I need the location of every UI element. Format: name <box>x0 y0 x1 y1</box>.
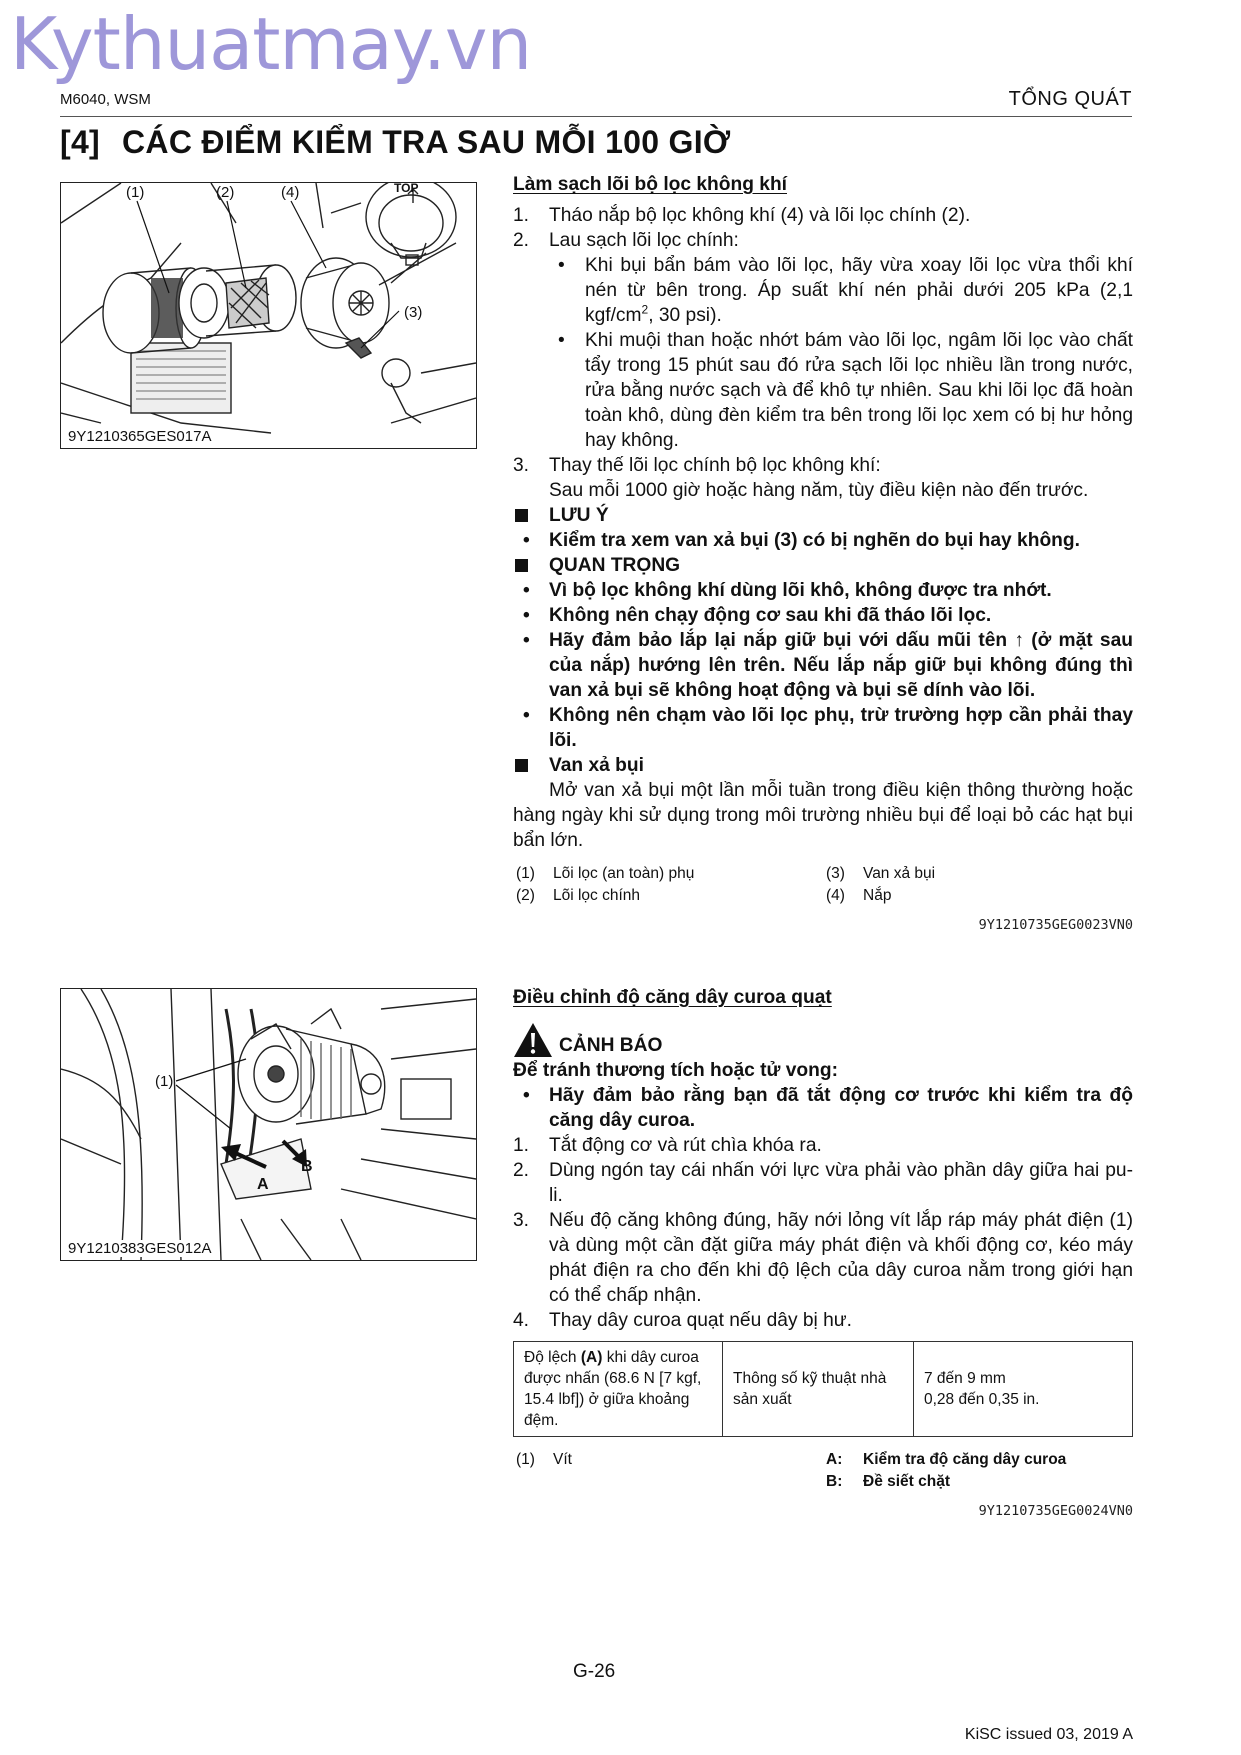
step: 1. Tắt động cơ và rút chìa khóa ra. <box>513 1135 822 1156</box>
legend-item: (2) Lõi lọc chính <box>516 887 641 904</box>
callout-b: B <box>301 1158 313 1175</box>
legend-item: (1) Lõi lọc (an toàn) phụ <box>516 865 695 882</box>
fan-belt-illustration <box>61 989 476 1260</box>
legend-item <box>513 1471 823 1493</box>
leader-lines <box>176 1059 246 1129</box>
watermark: Kythuatmay.vn <box>10 2 532 86</box>
callout-a: A <box>257 1176 269 1193</box>
warning-item: • Hãy đảm bảo rằng bạn đã tắt động cơ trước khi kiểm tra độ căng dây curoa. <box>513 1083 1133 1133</box>
top-label: TOP <box>394 183 419 195</box>
step: 1. Tháo nắp bộ lọc không khí (4) và lõi lọc chính (2). <box>513 205 971 226</box>
callout-2: (2) <box>216 184 235 201</box>
air-cleaner-illustration <box>61 183 476 448</box>
figure-code: 9Y1210383GES012A <box>68 1240 212 1257</box>
callout-1: (1) <box>155 1073 174 1090</box>
figure-legend <box>513 1449 1133 1493</box>
chapter-title: TỔNG QUÁT <box>1008 88 1132 110</box>
important-heading: QUAN TRỌNG <box>513 553 1133 578</box>
spec-table <box>513 1341 1133 1437</box>
header-rule <box>60 116 1132 117</box>
callout-1: (1) <box>126 184 145 201</box>
page-number: G-26 <box>573 1661 616 1682</box>
legend-item: B: Đề siết chặt <box>826 1473 951 1490</box>
warning-lead: Để tránh thương tích hoặc tử vong: <box>513 1060 838 1081</box>
figure-legend <box>513 863 1133 907</box>
section-heading: Làm sạch lõi bộ lọc không khí <box>513 174 787 195</box>
section-number: [4] <box>60 124 101 160</box>
legend-item: (1) Vít <box>516 1451 572 1468</box>
important-item: • Vì bộ lọc không khí dùng lõi khô, không được tra nhớt. <box>513 578 1133 603</box>
fan-belt-figure <box>60 988 477 1261</box>
sub-item: • Khi bụi bẩn bám vào lõi lọc, hãy vừa xoay lõi lọc vừa thổi khí nén từ bên trong. Áp suất khí nén phải dưới 205 kPa (2,1 kgf/$cm^2$, 30 psi). <box>513 253 1133 328</box>
legend-item: A: Kiểm tra độ căng dây curoa <box>826 1451 1067 1468</box>
valve-heading: Van xả bụi <box>513 753 1133 778</box>
callout-4: (4) <box>281 184 300 201</box>
air-cleaner-section <box>513 172 1133 938</box>
step-continuation: Sau mỗi 1000 giờ hoặc hàng năm, tùy điều kiện nào đến trước. <box>549 480 1089 501</box>
step: 4. Thay dây curoa quạt nếu dây bị hư. <box>513 1310 852 1331</box>
important-item: • Hãy đảm bảo lắp lại nắp giữ bụi với dấu mũi tên ↑ (ở mặt sau của nắp) hướng lên trên. Nếu lắp nắp giữ bụi không đúng thì van xả bụi sẽ không hoạt động và bụi sẽ dính vào lõi. <box>513 628 1133 703</box>
important-item: • Không nên chạy động cơ sau khi đã tháo lõi lọc. <box>513 603 1133 628</box>
section-title: CÁC ĐIỂM KIỂM TRA SAU MỖI 100 GIỜ <box>122 124 731 160</box>
sub-item: • Khi muội than hoặc nhớt bám vào lõi lọc, ngâm lõi lọc vào chất tẩy trong 15 phút sau đó rửa sạch lõi lọc nhiều lần trong nước, rửa bằng nước sạch và để khô tự nhiên. Sau khi lõi lọc đã hoàn toàn khô, dùng đèn kiểm tra bên trong lõi lọc xem có bị hư hỏng hay không. <box>513 328 1133 453</box>
air-cleaner-figure <box>60 182 477 449</box>
step: 3. Nếu độ căng không đúng, hãy nới lỏng vít lắp ráp máy phát điện (1) và dùng một cần đặt giữa máy phát điện và khối động cơ, kéo máy phát điện ra cho đến khi độ lệch của dây curoa nằm trong giới hạn có thể chấp nhận. <box>513 1210 1133 1306</box>
valve-text: Mở van xả bụi một lần mỗi tuần trong điều kiện thông thường hoặc hàng ngày khi sử dụng trong môi trường nhiều bụi để loại bỏ các hạt bụi bẩn lớn. <box>513 780 1133 851</box>
note-heading: LƯU Ý <box>513 503 1133 528</box>
step: 2. Dùng ngón tay cái nhấn với lực vừa phải vào phần dây giữa hai pu-li. <box>513 1160 1133 1206</box>
table-cell: 7 đến 9 mm 0,28 đến 0,35 in. <box>914 1342 1133 1437</box>
legend-item: (4) Nắp <box>826 887 892 904</box>
section-heading: Điều chỉnh độ căng dây curoa quạt <box>513 987 832 1008</box>
step: 2. Lau sạch lõi lọc chính: <box>513 230 739 251</box>
page-title <box>60 124 731 161</box>
table-row <box>514 1342 1133 1437</box>
table-cell: Thông số kỹ thuật nhà sản xuất <box>723 1342 914 1437</box>
reference-code: 9Y1210735GEG0023VN0 <box>978 917 1133 933</box>
document-code: M6040, WSM <box>60 91 151 108</box>
warning-icon <box>513 1022 553 1058</box>
figure-code: 9Y1210365GES017A <box>68 428 212 445</box>
reference-code: 9Y1210735GEG0024VN0 <box>978 1503 1133 1519</box>
note-item: • Kiểm tra xem van xả bụi (3) có bị nghẽn do bụi hay không. <box>513 528 1133 553</box>
callout-3: (3) <box>404 304 423 321</box>
table-cell: Độ lệch (A) khi dây curoa được nhấn (68.6 N [7 kgf, 15.4 lbf]) ở giữa khoảng đệm. <box>514 1342 723 1437</box>
legend-item: (3) Van xả bụi <box>826 865 936 882</box>
step: 3. Thay thế lõi lọc chính bộ lọc không khí: <box>513 455 881 476</box>
issue-info: KiSC issued 03, 2019 A <box>964 1726 1133 1743</box>
important-item: • Không nên chạm vào lõi lọc phụ, trừ trường hợp cần phải thay lõi. <box>513 703 1133 753</box>
fan-belt-section <box>513 985 1133 1524</box>
warning-heading: CẢNH BÁO <box>513 1022 1133 1058</box>
